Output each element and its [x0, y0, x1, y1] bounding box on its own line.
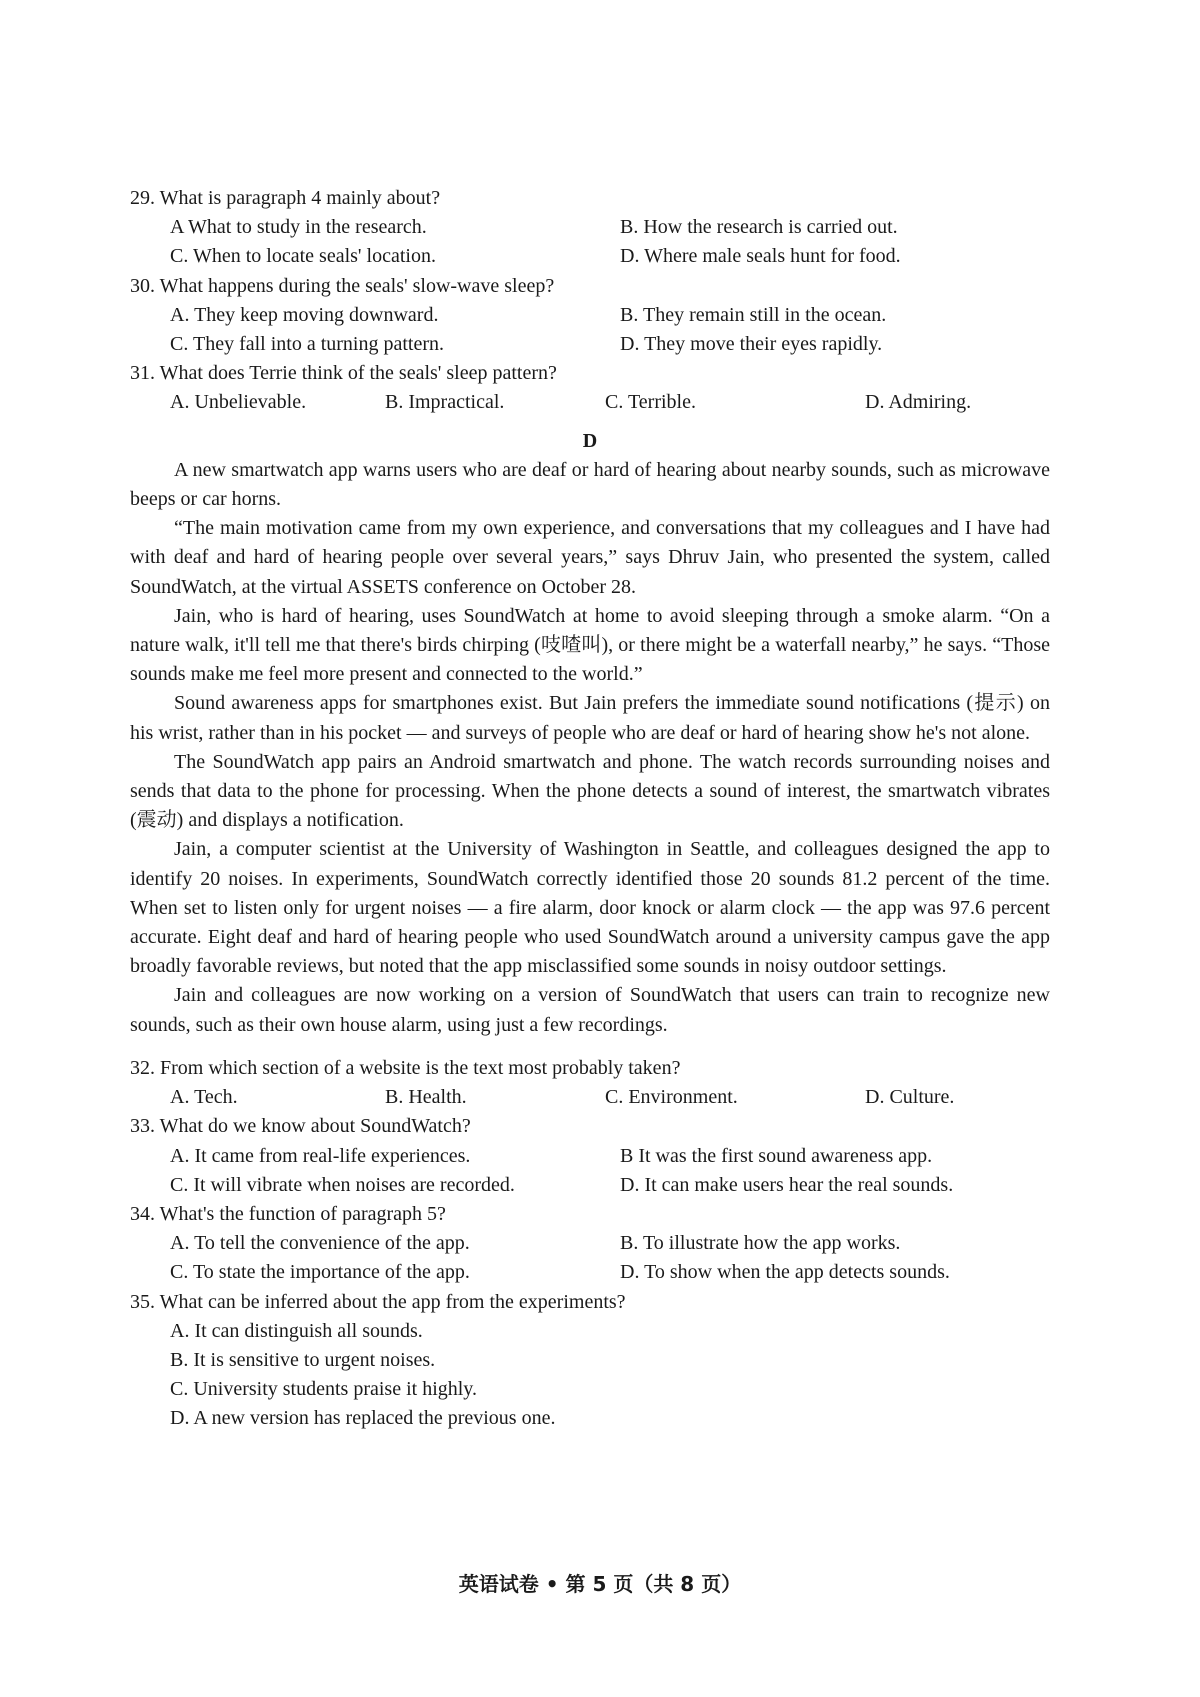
question-35-stem: 35. What can be inferred about the app from the experiments?	[130, 1290, 626, 1313]
passage-paragraph-5: The SoundWatch app pairs an Android smartwatch and phone. The watch records surrounding noises and sends that data to the phone for processing. When the phone detects a sound of interest, the smartwatch vibrates (震动) and displays a notification.	[130, 750, 1050, 832]
option-33-d: D. It can make users hear the real sounds.	[620, 1173, 954, 1196]
passage-paragraph-6: Jain, a computer scientist at the University of Washington in Seattle, and colleagues designed the app to identify 20 noises. In experiments, SoundWatch correctly identified those 20 sounds 81.2 percent of the time. When set to listen only for urgent noises — a fire alarm, door knock or alarm clock — the app was 97.6 percent accurate. Eight deaf and hard of hearing people who used SoundWatch around a university campus gave the app broadly favorable reviews, but noted that the app misclassified some sounds in noisy outdoor settings.	[130, 838, 1050, 978]
section-title: D	[582, 429, 598, 452]
option-35-a: A. It can distinguish all sounds.	[170, 1319, 423, 1342]
question-31-options	[170, 388, 1050, 417]
question-29-stem: 29. What is paragraph 4 mainly about?	[130, 187, 441, 209]
option-32-a: A. Tech.	[170, 1086, 238, 1109]
option-29-c: C. When to locate seals' location.	[170, 245, 436, 268]
passage-paragraph-1: A new smartwatch app warns users who are deaf or hard of hearing about nearby sounds, such as microwave beeps or car horns.	[130, 458, 1050, 511]
question-34-stem: 34. What's the function of paragraph 5?	[130, 1202, 446, 1225]
option-34-a: A. To tell the convenience of the app.	[170, 1232, 470, 1255]
passage-paragraph-2: “The main motivation came from my own experience, and conversations that my colleagues and I have had with deaf and hard of hearing people over several years,” says Dhruv Jain, who presented the system, called SoundWatch, at the virtual ASSETS conference on October 28.	[130, 517, 1050, 598]
page-footer: 英语试卷 • 第 5 页（共 8 页）	[458, 1572, 742, 1596]
question-34-options	[170, 1229, 1050, 1287]
question-33-stem: 33. What do we know about SoundWatch?	[130, 1115, 471, 1138]
option-35-c: C. University students praise it highly.	[170, 1378, 478, 1401]
option-31-d: D. Admiring.	[865, 391, 972, 414]
option-32-b: B. Health.	[385, 1086, 467, 1109]
spacer	[130, 1040, 1050, 1054]
option-35-b: B. It is sensitive to urgent noises.	[170, 1348, 436, 1371]
question-32-options	[170, 1083, 1050, 1112]
option-30-a: A. They keep moving downward.	[170, 303, 439, 326]
option-29-a: A What to study in the research.	[170, 216, 427, 239]
option-29-b: B. How the research is carried out.	[620, 216, 898, 239]
option-32-c: C. Environment.	[605, 1086, 738, 1109]
page-content	[130, 184, 1050, 1434]
option-34-b: B. To illustrate how the app works.	[620, 1232, 901, 1255]
option-29-d: D. Where male seals hunt for food.	[620, 245, 901, 268]
option-34-c: C. To state the importance of the app.	[170, 1261, 470, 1284]
passage-paragraph-4: Sound awareness apps for smartphones exist. But Jain prefers the immediate sound notifications (提示) on his wrist, rather than in his pocket — and surveys of people who are deaf or hard of hearing show he's not alone.	[130, 692, 1050, 744]
option-31-a: A. Unbelievable.	[170, 391, 307, 414]
option-30-b: B. They remain still in the ocean.	[620, 303, 887, 326]
option-30-c: C. They fall into a turning pattern.	[170, 333, 445, 356]
question-35-options	[170, 1317, 1050, 1434]
option-32-d: D. Culture.	[865, 1086, 955, 1109]
question-29-options	[170, 213, 1050, 271]
passage-paragraph-7: Jain and colleagues are now working on a version of SoundWatch that users can train to recognize new sounds, such as their own house alarm, using just a few recordings.	[130, 984, 1050, 1036]
option-30-d: D. They move their eyes rapidly.	[620, 333, 883, 356]
question-31-stem: 31. What does Terrie think of the seals' sleep pattern?	[130, 362, 557, 385]
option-33-c: C. It will vibrate when noises are recorded.	[170, 1173, 515, 1196]
question-32-stem: 32. From which section of a website is the text most probably taken?	[130, 1056, 681, 1079]
option-33-b: B It was the first sound awareness app.	[620, 1144, 933, 1167]
option-31-b: B. Impractical.	[385, 391, 505, 414]
option-34-d: D. To show when the app detects sounds.	[620, 1261, 950, 1284]
passage-paragraph-3: Jain, who is hard of hearing, uses SoundWatch at home to avoid sleeping through a smoke alarm. “On a nature walk, it'll tell me that there's birds chirping (吱喳叫), or there might be a waterfall nearby,” he says. “Those sounds make me feel more present and connected to the world.”	[130, 604, 1050, 686]
question-30-stem: 30. What happens during the seals' slow-wave sleep?	[130, 274, 555, 297]
question-30-options	[170, 301, 1050, 359]
option-33-a: A. It came from real-life experiences.	[170, 1144, 471, 1167]
question-33-options	[170, 1142, 1050, 1200]
option-31-c: C. Terrible.	[605, 391, 696, 414]
option-35-d: D. A new version has replaced the previous one.	[170, 1407, 556, 1430]
